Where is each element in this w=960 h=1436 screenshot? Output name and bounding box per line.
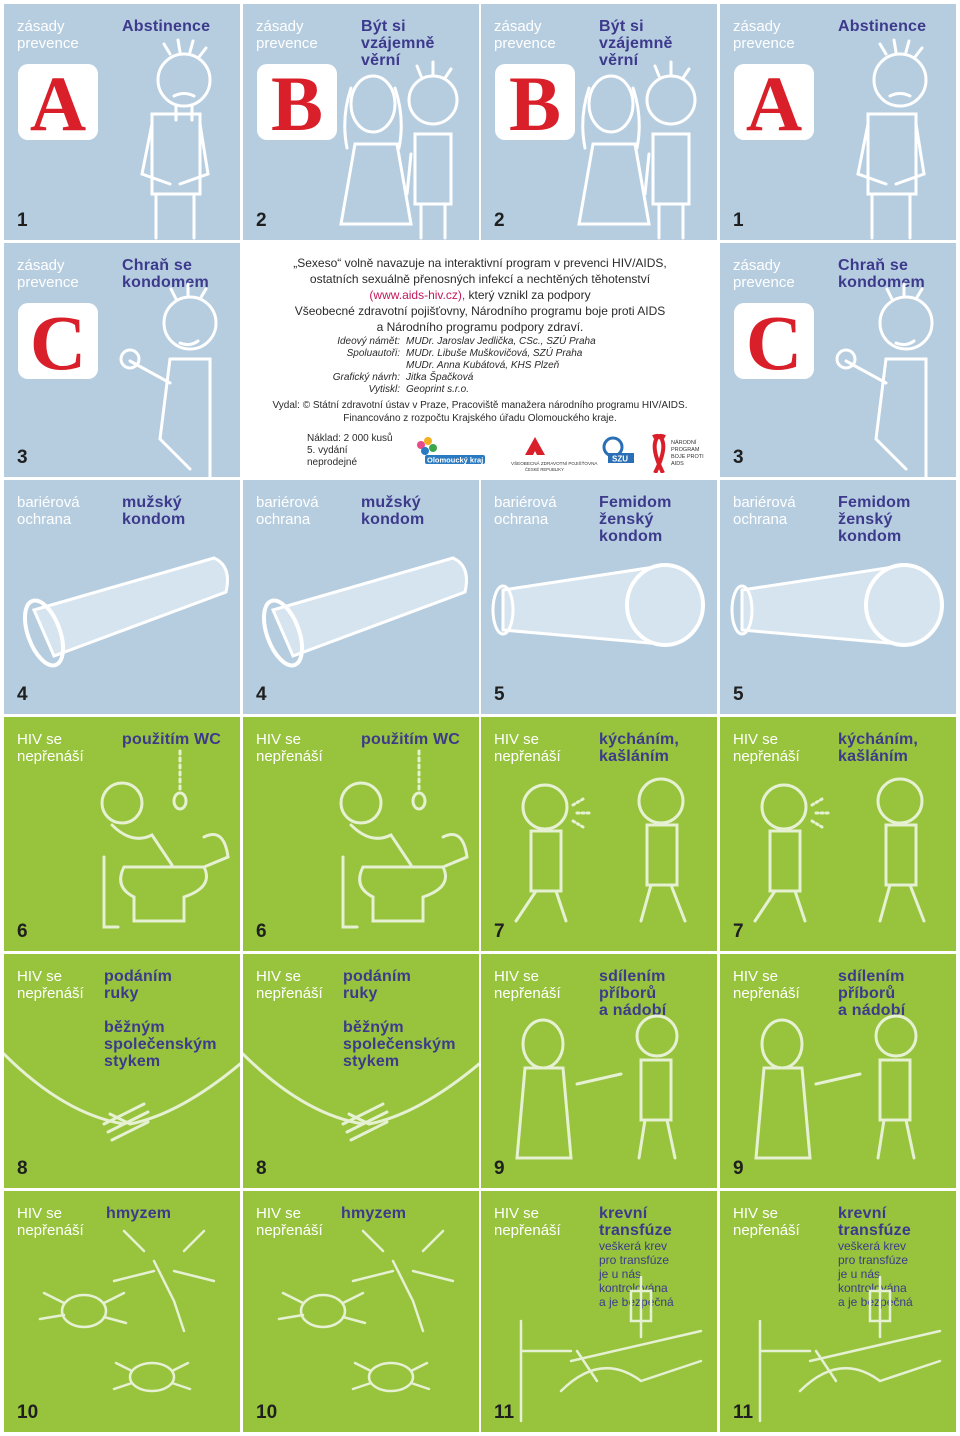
card-number: 9 (733, 1158, 744, 1179)
publisher-text (245, 399, 715, 425)
olomoucky-kraj-text: Olomoucký kraj (427, 455, 484, 465)
card-title: hmyzem (341, 1205, 407, 1222)
sneezing-illustration (481, 717, 717, 951)
credit-row (305, 360, 596, 372)
card-title: Být si vzájemně věrní (599, 18, 673, 69)
card-label: HIV se nepřenáší (494, 731, 561, 765)
card-number: 3 (17, 447, 28, 468)
card-podanim-ruky[interactable] (243, 954, 479, 1188)
male-condom-illustration (243, 480, 479, 714)
card-muzsky-kondom[interactable] (243, 480, 479, 714)
card-krevni-transfuze[interactable] (481, 1191, 717, 1432)
card-number: 7 (494, 921, 505, 942)
szu-text: SZU (612, 454, 628, 464)
female-condom-illustration (720, 480, 956, 714)
credit-value: Jitka Špačková (406, 372, 474, 383)
handshake-illustration (4, 954, 240, 1188)
npa-text-1: NÁRODNÍ (671, 440, 697, 446)
card-pouzitim-wc[interactable] (4, 717, 240, 951)
toilet-illustration (4, 717, 240, 951)
card-title: použitím WC (122, 731, 222, 748)
card-number: 2 (494, 210, 505, 231)
insects-illustration (243, 1191, 479, 1432)
vzp-text-2: ČESKÉ REPUBLIKY (525, 467, 564, 472)
credit-row (305, 372, 596, 384)
card-label: bariérová ochrana (256, 494, 319, 528)
card-title: použitím WC (361, 731, 461, 748)
card-title: sdílením příborů a nádobí (599, 968, 667, 1019)
card-title: Abstinence (122, 18, 211, 35)
card-hmyzem[interactable] (243, 1191, 479, 1432)
card-subtext: veškerá krev pro transfúze je u nás kontrolována a je bezpečná (599, 1239, 674, 1309)
transfusion-illustration (720, 1191, 956, 1432)
card-title: Být si vzájemně věrní (361, 18, 435, 69)
npa-text-3: BOJE PROTI (671, 454, 704, 460)
male-condom-illustration (4, 480, 240, 714)
card-label: HIV se nepřenáší (494, 1205, 561, 1239)
print-run-info (307, 433, 393, 469)
card-sdilenim-priboru[interactable] (720, 954, 956, 1188)
card-letter: A (734, 64, 814, 140)
intro-line-rest: který vznikl za podpory (465, 288, 591, 302)
credit-key: Spoluautoři: (346, 348, 400, 359)
print-run: Náklad: 2 000 kusů (307, 433, 393, 444)
card-label: HIV se nepřenáší (733, 968, 800, 1002)
card-title: hmyzem (106, 1205, 172, 1222)
card-title: Chraň se kondomem (122, 257, 209, 291)
credit-row (305, 348, 596, 360)
card-number: 9 (494, 1158, 505, 1179)
card-title: podáním ruky běžným společenským stykem (104, 968, 217, 1070)
sponsor-logos (413, 433, 713, 473)
card-number: 1 (17, 210, 28, 231)
olomoucky-kraj-logo (417, 437, 485, 465)
card-byt-si-vzajemne-verni[interactable] (481, 4, 717, 240)
card-letter: A (18, 64, 98, 140)
credits-list (305, 336, 596, 396)
intro-line: „Sexeso“ volně navazuje na interaktivní program v prevenci HIV/AIDS, (293, 256, 667, 270)
couple-illustration (481, 4, 717, 240)
card-chran-se-kondomem[interactable] (720, 243, 956, 477)
card-number: 8 (17, 1158, 28, 1179)
card-title: mužský kondom (122, 494, 186, 528)
card-label: HIV se nepřenáší (17, 968, 84, 1002)
card-label: zásady prevence (733, 18, 795, 52)
credit-value: Geoprint s.r.o. (406, 384, 469, 395)
female-condom-illustration (481, 480, 717, 714)
card-label: zásady prevence (17, 257, 79, 291)
sharing-cups-illustration (481, 954, 717, 1188)
card-title: Abstinence (838, 18, 927, 35)
card-letter: B (495, 64, 575, 140)
figure-with-condom-illustration (4, 243, 240, 477)
card-number: 4 (256, 684, 267, 705)
card-number: 4 (17, 684, 28, 705)
card-label: HIV se nepřenáší (17, 1205, 84, 1239)
card-label: bariérová ochrana (494, 494, 557, 528)
card-podanim-ruky[interactable] (4, 954, 240, 1188)
website-link[interactable]: (www.aids-hiv.cz), (369, 288, 466, 302)
couple-illustration (243, 4, 479, 240)
figure-with-condom-illustration (720, 243, 956, 477)
intro-line: ostatních sexuálně přenosných infekcí a nechtěných těhotenství (309, 272, 651, 286)
card-title: Chraň se kondomem (838, 257, 925, 291)
card-hmyzem[interactable] (4, 1191, 240, 1432)
card-label: bariérová ochrana (17, 494, 80, 528)
abstinence-figure-illustration (4, 4, 240, 240)
card-title: Femidom ženský kondom (599, 494, 672, 545)
card-label: zásady prevence (17, 18, 79, 52)
publisher-line: Vydal: © Státní zdravotní ústav v Praze, Pracoviště manažera národního programu HIV/AIDS. (272, 400, 688, 411)
publisher-line: Financováno z rozpočtu Krajského úřadu Olomouckého kraje. (343, 413, 617, 424)
insects-illustration (4, 1191, 240, 1432)
card-kychanim-kaslanim[interactable] (481, 717, 717, 951)
intro-line: Všeobecné zdravotní pojišťovny, Národního programu boje proti AIDS (294, 304, 666, 318)
card-femidom[interactable] (481, 480, 717, 714)
card-title: podáním ruky běžným společenským stykem (343, 968, 456, 1070)
card-label: HIV se nepřenáší (256, 968, 323, 1002)
edition: 5. vydání (307, 445, 348, 456)
card-number: 11 (494, 1402, 515, 1423)
credit-key: Vytiskl: (368, 384, 400, 395)
card-number: 5 (733, 684, 744, 705)
card-label: HIV se nepřenáší (494, 968, 561, 1002)
card-muzsky-kondom[interactable] (4, 480, 240, 714)
credit-key (305, 360, 400, 372)
credit-key: Grafický návrh: (332, 372, 400, 383)
card-label: zásady prevence (494, 18, 556, 52)
card-title: krevní transfúze (599, 1205, 672, 1239)
card-number: 1 (733, 210, 744, 231)
card-chran-se-kondomem[interactable] (4, 243, 240, 477)
card-label: bariérová ochrana (733, 494, 796, 528)
card-number: 10 (256, 1402, 278, 1423)
szu-logo (604, 438, 634, 464)
card-subtext: veškerá krev pro transfúze je u nás kontrolována a je bezpečná (838, 1239, 913, 1309)
card-label: HIV se nepřenáší (256, 731, 323, 765)
card-label: HIV se nepřenáší (17, 731, 84, 765)
card-title: kýcháním, kašláním (599, 731, 680, 765)
card-number: 3 (733, 447, 744, 468)
card-letter: C (18, 303, 98, 379)
intro-text (245, 255, 715, 335)
card-label: zásady prevence (256, 18, 318, 52)
card-title: mužský kondom (361, 494, 425, 528)
card-number: 2 (256, 210, 267, 231)
npa-text-4: AIDS (671, 461, 684, 467)
card-femidom[interactable] (720, 480, 956, 714)
npa-logo (653, 436, 704, 473)
vzp-text: VŠEOBECNÁ ZDRAVOTNÍ POJIŠŤOVNA (511, 461, 598, 466)
card-kychanim-kaslanim[interactable] (720, 717, 956, 951)
card-letter: C (734, 303, 814, 379)
sharing-cups-illustration (720, 954, 956, 1188)
card-number: 6 (17, 921, 28, 942)
credit-value: MUDr. Libuše Muškovičová, SZÚ Praha (406, 348, 583, 359)
transfusion-illustration (481, 1191, 717, 1432)
credit-row (305, 384, 596, 396)
toilet-illustration (243, 717, 479, 951)
credits-info-panel (245, 243, 715, 477)
card-abstinence[interactable] (720, 4, 956, 240)
credit-row (305, 336, 596, 348)
card-label: HIV se nepřenáší (256, 1205, 323, 1239)
card-number: 10 (17, 1402, 39, 1423)
credit-key: Ideový námět: (337, 336, 400, 347)
handshake-illustration (243, 954, 479, 1188)
card-pouzitim-wc[interactable] (243, 717, 479, 951)
card-number: 8 (256, 1158, 267, 1179)
card-number: 7 (733, 921, 744, 942)
card-title: kýcháním, kašláním (838, 731, 919, 765)
card-number: 5 (494, 684, 505, 705)
card-title: sdílením příborů a nádobí (838, 968, 906, 1019)
intro-line: a Národního programu podpory zdraví. (376, 320, 584, 334)
credit-value: MUDr. Anna Kubátová, KHS Plzeň (406, 360, 560, 371)
card-krevni-transfuze[interactable] (720, 1191, 956, 1432)
card-letter: B (257, 64, 337, 140)
card-byt-si-vzajemne-verni[interactable] (243, 4, 479, 240)
vzp-logo (511, 437, 598, 472)
card-number: 6 (256, 921, 267, 942)
intro-line (245, 287, 715, 303)
card-title: Femidom ženský kondom (838, 494, 911, 545)
card-label: HIV se nepřenáší (733, 731, 800, 765)
card-abstinence[interactable] (4, 4, 240, 240)
card-sdilenim-priboru[interactable] (481, 954, 717, 1188)
card-number: 11 (733, 1402, 754, 1423)
credit-value: MUDr. Jaroslav Jedlička, CSc., SZÚ Praha (406, 336, 596, 347)
abstinence-figure-illustration (720, 4, 956, 240)
npa-text-2: PROGRAM (671, 447, 700, 453)
not-for-sale: neprodejné (307, 457, 358, 468)
card-label: zásady prevence (733, 257, 795, 291)
card-title: krevní transfúze (838, 1205, 911, 1239)
card-label: HIV se nepřenáší (733, 1205, 800, 1239)
sneezing-illustration (720, 717, 956, 951)
